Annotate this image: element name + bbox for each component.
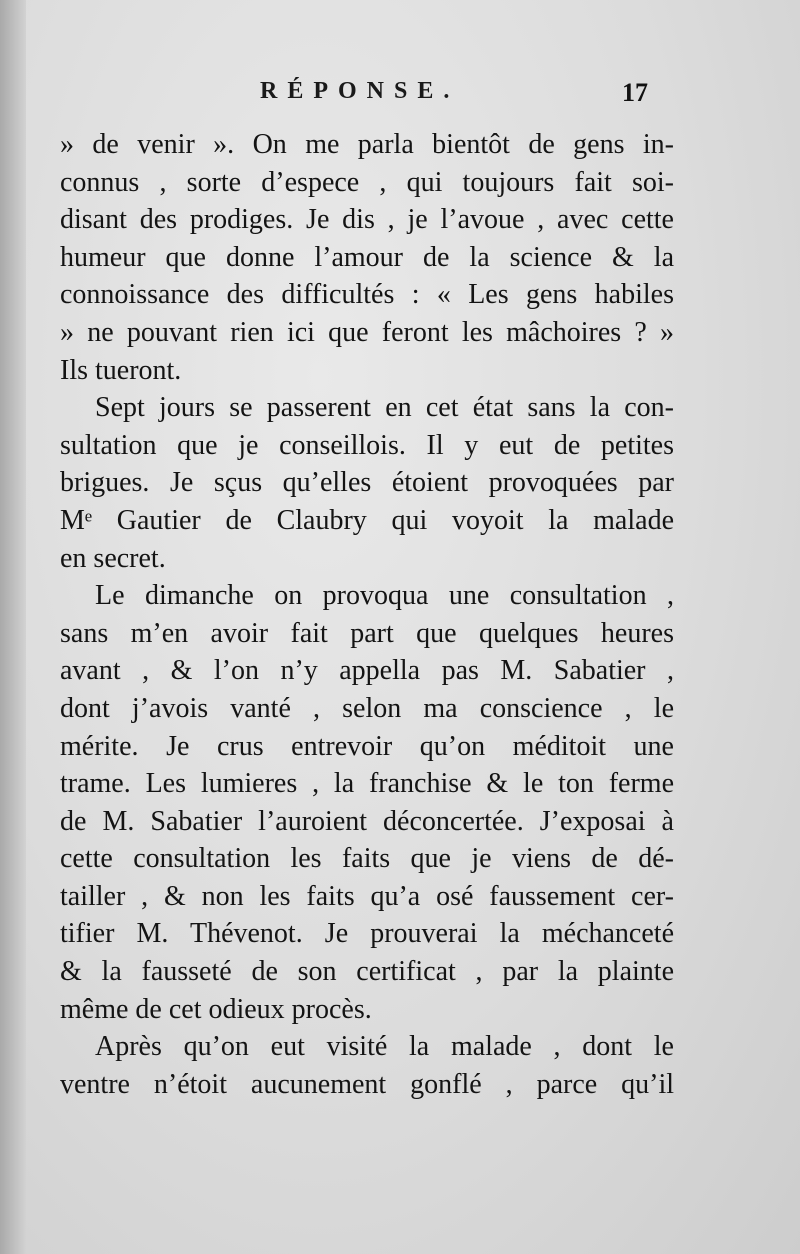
text-line: connoissance des difficultés : « Les gens habiles [60,279,674,311]
page-number: 17 [622,78,648,107]
text-line: sans m’en avoir fait part que quelques heures [60,617,674,649]
text-line: Le dimanche on provoqua une consultation , [95,580,674,612]
text-line: Sept jours se passerent en cet état sans la con- [95,392,674,424]
text-line: dont j’avois vanté , selon ma conscience , le [60,692,674,724]
text-line: cette consultation les faits que je viens de dé- [60,843,674,875]
text-line: même de cet odieux procès. [60,993,372,1025]
body-text [60,126,674,1103]
text-line: » de venir ». On me parla bientôt de gens in- [60,129,674,160]
text-line: de M. Sabatier l’auroient déconcertée. J’exposai à [60,805,674,837]
text-line: sultation que je conseillois. Il y eut de petites [60,429,674,461]
text-line: mérite. Je crus entrevoir qu’on méditoit une [60,730,674,762]
text-line: avant , & l’on n’y appella pas M. Sabatier , [60,655,674,687]
text-line: connus , sorte d’espece , qui toujours fait soi- [60,166,674,198]
text-line: trame. Les lumieres , la franchise & le ton ferme [60,768,674,800]
page-gutter-shadow [0,0,26,1254]
text-line: tifier M. Thévenot. Je prouverai la méchanceté [60,918,674,950]
running-head-title: RÉPONSE. [260,78,460,104]
text-line: Après qu’on eut visité la malade , dont le [95,1031,674,1063]
text-line: ventre n’étoit aucunement gonflé , parce qu’il [60,1068,674,1100]
text-line: Mᵉ Gautier de Claubry qui voyoit la malade [60,504,674,536]
text-line: en secret. [60,542,166,574]
text-line: & la fausseté de son certificat , par la plainte [60,956,674,988]
running-head [0,78,800,118]
text-line: tailler , & non les faits qu’a osé faussement cer- [60,880,674,912]
text-line: humeur que donne l’amour de la science & la [60,241,674,273]
text-line: » ne pouvant rien ici que feront les mâchoires ? » [60,316,674,348]
text-line: brigues. Je sçus qu’elles étoient provoquées par [60,467,674,499]
text-line: Ils tueront. [60,354,182,386]
text-line: disant des prodiges. Je dis , je l’avoue , avec cette [60,204,674,236]
